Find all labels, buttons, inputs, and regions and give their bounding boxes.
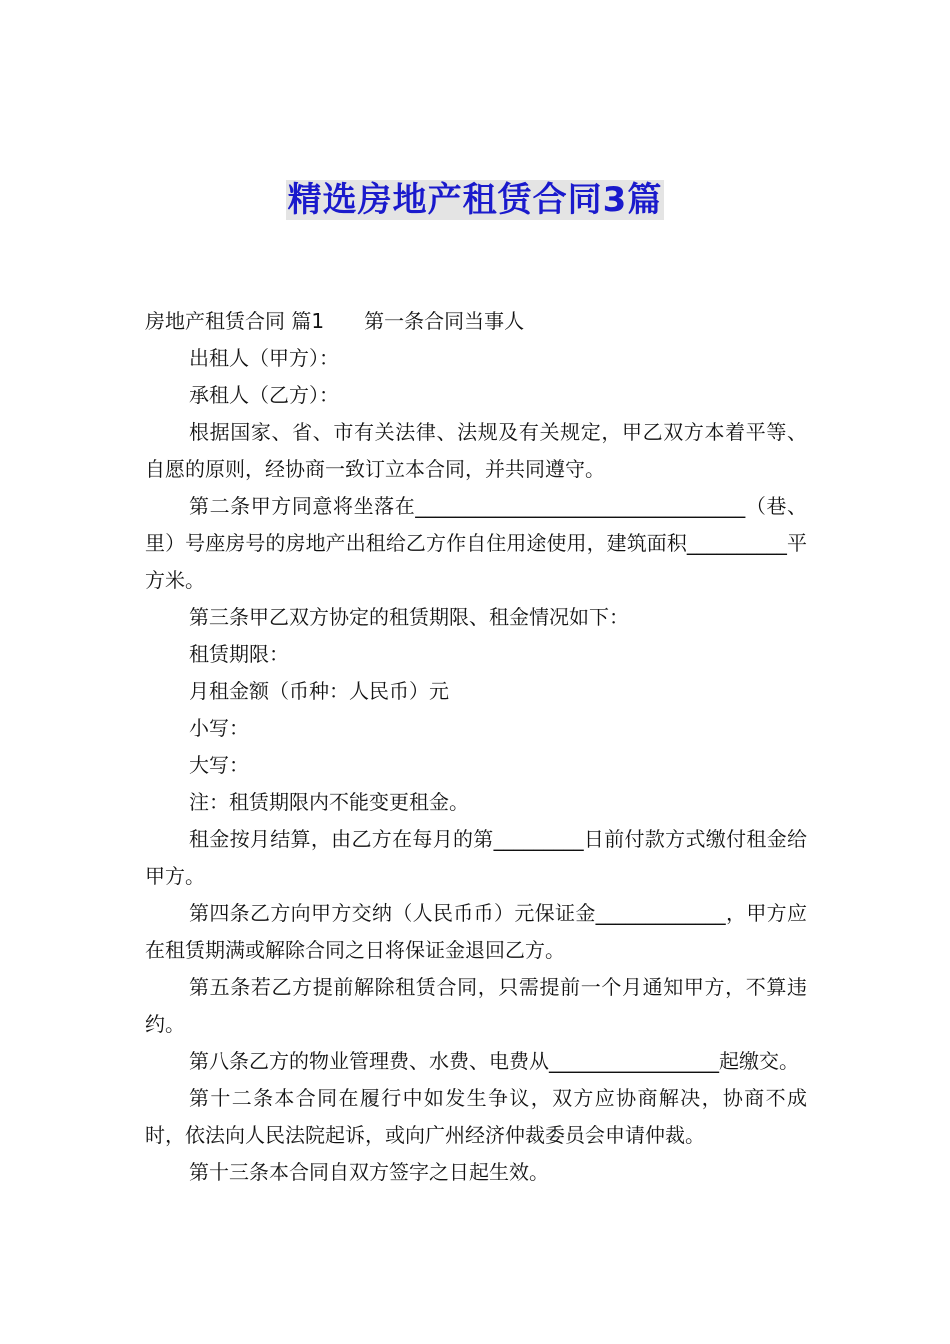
paragraph-basis: 根据国家、省、市有关法律、法规及有关规定，甲乙双方本着平等、自愿的原则，经协商一致订立本合同，并共同遵守。	[145, 420, 807, 481]
intro-line	[145, 303, 807, 340]
paragraph-lessee: 承租人（乙方）：	[189, 383, 339, 407]
paragraph-rent-settlement: 租金按月结算，由乙方在每月的第_________日前付款方式缴付租金给甲方。	[145, 827, 807, 888]
paragraph-article-3: 第三条甲乙双方协定的租赁期限、租金情况如下：	[189, 605, 629, 629]
paragraph-note: 注：租赁期限内不能变更租金。	[189, 790, 469, 814]
document-body	[145, 303, 807, 1191]
paragraph-uppercase: 大写：	[189, 753, 249, 777]
first-article: 第一条合同当事人	[364, 309, 525, 333]
paragraph-lowercase: 小写：	[189, 716, 249, 740]
document-title	[0, 172, 950, 228]
contract-heading: 房地产租赁合同 篇1	[145, 309, 325, 333]
paragraph-article-13: 第十三条本合同自双方签字之日起生效。	[189, 1160, 549, 1184]
document-title-text: 精选房地产租赁合同3篇	[287, 180, 663, 220]
paragraph-article-8: 第八条乙方的物业管理费、水费、电费从_________________起缴交。	[189, 1049, 799, 1073]
paragraph-article-4: 第四条乙方向甲方交纳（人民币币）元保证金_____________，甲方应在租赁期满或解除合同之日将保证金退回乙方。	[145, 901, 807, 962]
paragraph-lease-term: 租赁期限：	[189, 642, 289, 666]
paragraph-article-12: 第十二条本合同在履行中如发生争议，双方应协商解决，协商不成时，依法向人民法院起诉，或向广州经济仲裁委员会申请仲裁。	[145, 1086, 807, 1147]
paragraph-article-5: 第五条若乙方提前解除租赁合同，只需提前一个月通知甲方，不算违约。	[145, 975, 807, 1036]
paragraph-monthly-rent: 月租金额（币种：人民币）元	[189, 679, 449, 703]
paragraph-lessor: 出租人（甲方）：	[189, 346, 339, 370]
paragraph-article-2: 第二条甲方同意将坐落在_________________________________（巷、里）号座房号的房地产出租给乙方作自住用途使用，建筑面积__________平方米。	[145, 494, 807, 592]
